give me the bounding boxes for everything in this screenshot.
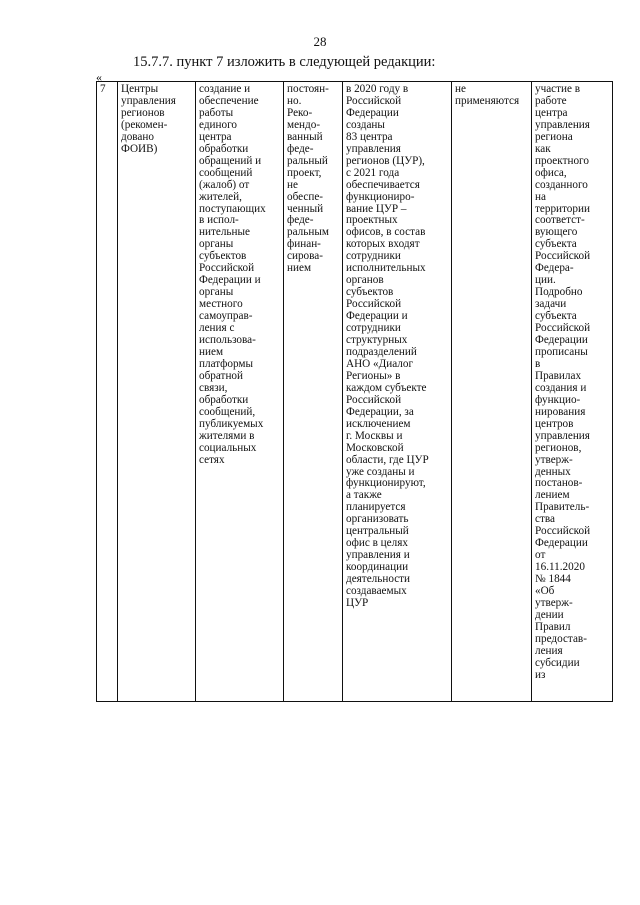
event-name-cell: Центры управления регионов (рекомен- довано ФОИВ) bbox=[118, 82, 196, 702]
description-cell: создание и обеспечение работы единого центра обработки обращений и сообщений (жалоб) от жителей, поступающих в испол- нительные органы субъектов Российской Федерации и органы местного самоуправ- ления с использова- нием платформы обратной связи, обработки сообщений, публикуемых жителями в социальных сетях bbox=[196, 82, 284, 702]
table-row bbox=[97, 82, 613, 702]
page-number: 28 bbox=[313, 34, 327, 49]
information-cell: в 2020 году в Российской Федерации созданы 83 центра управления регионов (ЦУР), с 2021 года обеспечивается функциониро- вание ЦУР – проектных офисов, в состав которых входят сотрудники исполнительных органов субъектов Российской Федерации и сотрудники структурных подразделений АНО «Диалог Регионы» в каждом субъекте Российской Федерации, за исключением г. Москвы и Московской области, где ЦУР уже созданы и функционируют, а также планируется организовать центральный офис в целях управления и координации деятельности создаваемых ЦУР bbox=[343, 82, 452, 702]
row-number-cell: 7 bbox=[97, 82, 118, 702]
status-cell: постоян- но. Реко- мендо- ванный феде- ральный проект, не обеспе- ченный феде- ральным финан- сирова- нием bbox=[284, 82, 343, 702]
applicability-cell: не применяются bbox=[452, 82, 532, 702]
note-cell: участие в работе центра управления региона как проектного офиса, созданного на территории соответст- вующего субъекта Российской Федера- ции. Подробно задачи субъекта Российской Федерации прописаны в Правилах создания и функцио- нирования центров управления регионов, утверж- денных постанов- лением Правитель- ства Российской Федерации от 16.11.2020 № 1844 «Об утверж- дении Правил предостав- ления субсидии из bbox=[532, 82, 613, 702]
section-heading: 15.7.7. пункт 7 изложить в следующей редакции: bbox=[133, 54, 436, 70]
amendment-table bbox=[96, 81, 613, 702]
opening-quote-mark: « bbox=[96, 70, 102, 84]
